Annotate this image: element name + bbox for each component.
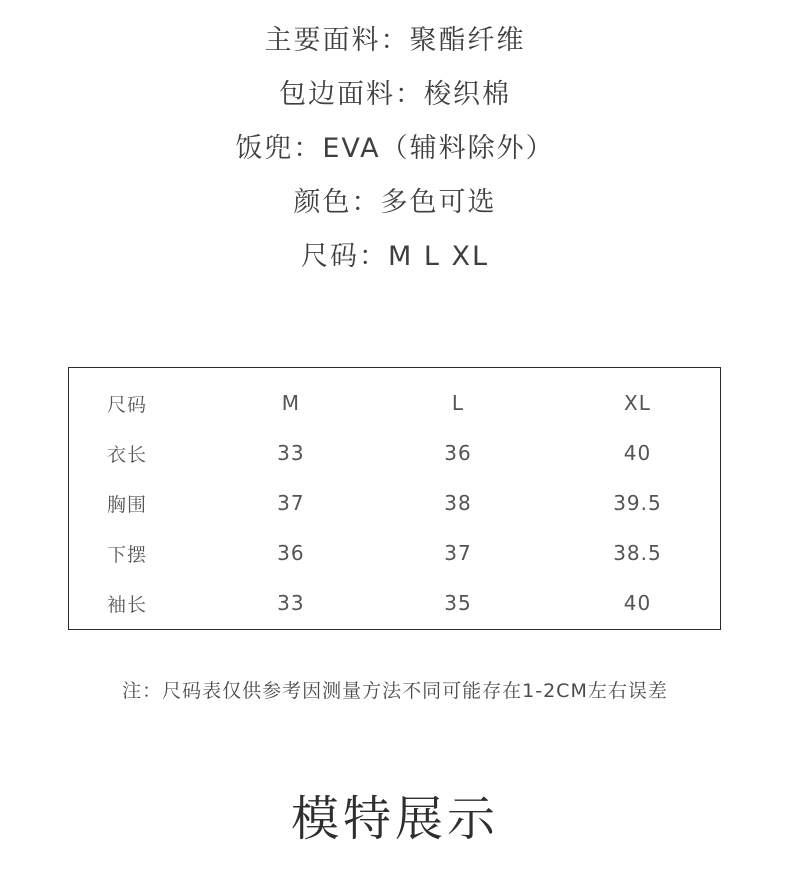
spec-bib-material: 饭兜：EVA（辅料除外） bbox=[235, 133, 555, 164]
row-label-length: 衣长 bbox=[107, 443, 148, 466]
table-row bbox=[69, 478, 720, 528]
header-size: 尺码 bbox=[107, 393, 148, 416]
spec-main-fabric: 主要面料：聚酯纤维 bbox=[264, 25, 526, 56]
cell-value: 35 bbox=[444, 591, 472, 615]
size-chart-table bbox=[69, 378, 720, 628]
cell-value: 38.5 bbox=[613, 541, 662, 565]
spec-edging-fabric: 包边面料：梭织棉 bbox=[279, 79, 511, 110]
row-label-sleeve: 袖长 bbox=[107, 593, 148, 616]
spec-sizes: 尺码：M L XL bbox=[300, 241, 490, 272]
row-label-hem: 下摆 bbox=[107, 543, 148, 566]
header-l: L bbox=[451, 391, 465, 415]
table-header-row bbox=[69, 378, 720, 428]
cell-value: 37 bbox=[444, 541, 472, 565]
row-label-chest: 胸围 bbox=[107, 493, 148, 516]
cell-value: 38 bbox=[444, 491, 472, 515]
size-chart bbox=[68, 367, 721, 630]
cell-value: 37 bbox=[277, 491, 305, 515]
spec-color: 颜色：多色可选 bbox=[293, 187, 497, 218]
cell-value: 36 bbox=[444, 441, 472, 465]
section-title-model: 模特展示 bbox=[290, 791, 499, 847]
table-row bbox=[69, 428, 720, 478]
cell-value: 33 bbox=[277, 441, 305, 465]
cell-value: 39.5 bbox=[613, 491, 662, 515]
cell-value: 36 bbox=[277, 541, 305, 565]
size-note: 注：尺码表仅供参考因测量方法不同可能存在1-2CM左右误差 bbox=[122, 680, 668, 702]
cell-value: 33 bbox=[277, 591, 305, 615]
table-row bbox=[69, 578, 720, 628]
header-m: M bbox=[281, 391, 301, 415]
cell-value: 40 bbox=[623, 441, 652, 465]
material-specs bbox=[0, 18, 790, 288]
table-row bbox=[69, 528, 720, 578]
cell-value: 40 bbox=[623, 591, 652, 615]
header-xl: XL bbox=[624, 391, 651, 415]
